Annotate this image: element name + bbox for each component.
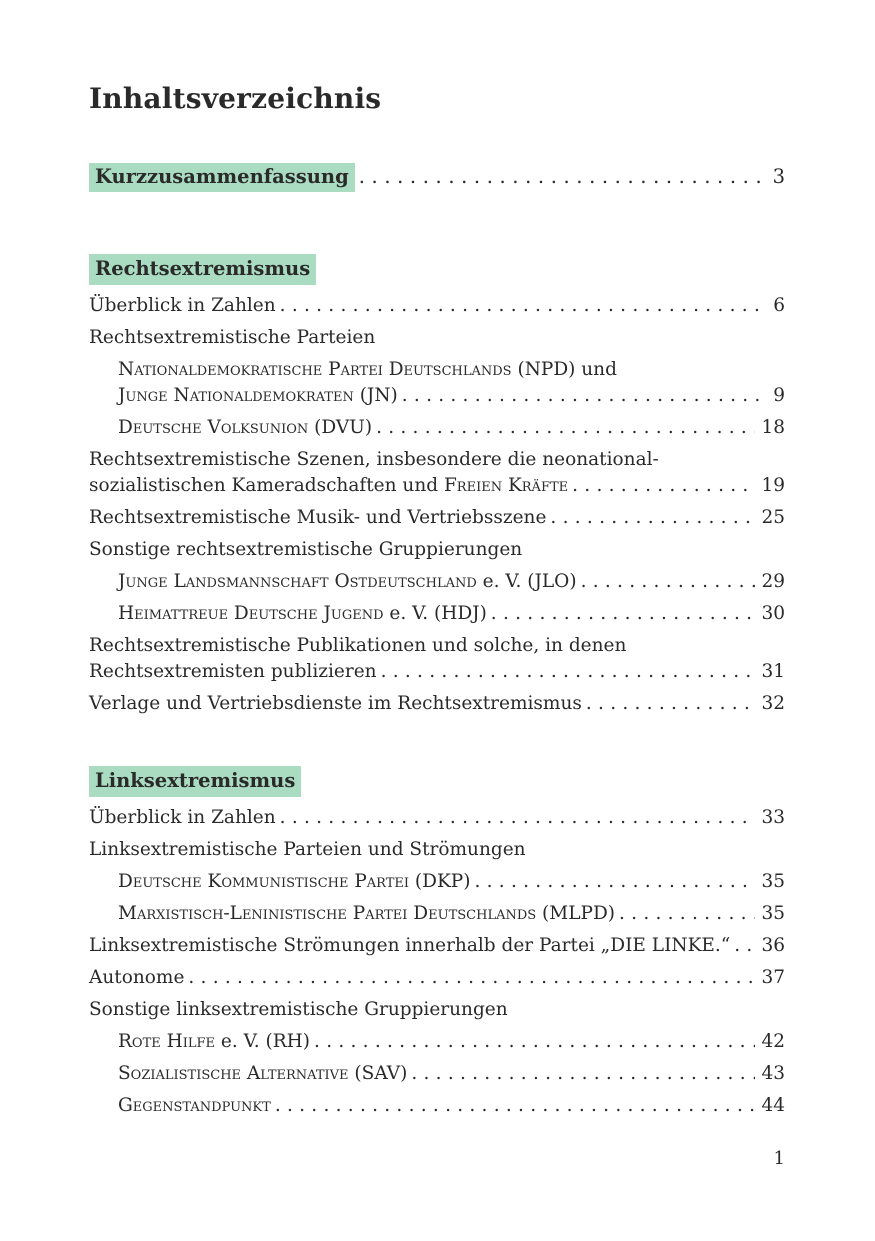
dot-leader (359, 165, 767, 189)
toc-entry-jlo[interactable]: Junge Landsmannschaft Ostdeutschland e. V. (JLO) . . . 29 (89, 570, 785, 602)
dot-leader (188, 966, 755, 990)
toc-entry-publishers[interactable]: Verlage und Vertriebsdienste im Rechtsextremismus . . . 32 (89, 692, 785, 724)
page-ref: 3 (772, 165, 785, 188)
toc-entry-npd[interactable]: Nationaldemokratische Partei Deutschlands (NPD) und Junge Nationaldemokraten (JN) . . . 9 (89, 358, 785, 408)
toc-entry-autonome[interactable]: Autonome . . . 37 (89, 966, 785, 998)
toc-entry-hdj[interactable]: Heimattreue Deutsche Jugend e. V. (HDJ) . . . 30 (89, 602, 785, 634)
toc-entry-sav[interactable]: Sozialistische Alternative (SAV) . . . 43 (89, 1062, 785, 1094)
dot-leader (411, 1062, 755, 1086)
page-title: Inhaltsverzeichnis (89, 82, 382, 115)
toc-entry-right-overview[interactable]: Überblick in Zahlen . . . 6 (89, 294, 785, 326)
dot-leader (402, 384, 767, 408)
dot-leader (474, 870, 755, 894)
summary-label: Kurzzusammenfassung (89, 163, 355, 192)
toc-entry-summary[interactable] (89, 163, 785, 195)
toc-entry-left-parties[interactable]: Linksextremistische Parteien und Strömungen (89, 839, 526, 860)
section-heading-left: Linksextremismus (89, 766, 301, 797)
dot-leader (376, 416, 755, 440)
dot-leader (581, 570, 756, 594)
toc-entry-mlpd[interactable]: Marxistisch-Leninistische Partei Deutschlands (MLPD) . . . 35 (89, 902, 785, 934)
toc-entry-dvu[interactable]: Deutsche Volksunion (DVU) . . . 18 (89, 416, 785, 448)
toc-entry-dkp[interactable]: Deutsche Kommunistische Partei (DKP) . . . 35 (89, 870, 785, 902)
dot-leader (572, 474, 755, 498)
dot-leader (280, 294, 767, 318)
dot-leader (586, 692, 756, 716)
toc-entry-rh[interactable]: Rote Hilfe e. V. (RH) . . . 42 (89, 1030, 785, 1062)
dot-leader (734, 934, 755, 958)
section-left (89, 806, 785, 1126)
dot-leader (275, 1094, 756, 1118)
page-number: 1 (773, 1148, 785, 1169)
dot-leader (280, 806, 756, 830)
dot-leader (550, 506, 755, 530)
toc-entry-scenes[interactable]: Rechtsextremistische Szenen, insbesondere die neonational- sozialistischen Kameradschaften und Freien Kräfte . . . 19 (89, 448, 785, 498)
toc-entry-left-overview[interactable]: Überblick in Zahlen . . . 33 (89, 806, 785, 838)
toc-entry-left-other[interactable]: Sonstige linksextremistische Gruppierungen (89, 999, 508, 1020)
section-heading-right: Rechtsextremismus (89, 254, 316, 285)
toc-entry-right-other[interactable]: Sonstige rechtsextremistische Gruppierungen (89, 539, 523, 560)
dot-leader (491, 602, 756, 626)
toc-entry-publications[interactable]: Rechtsextremistische Publikationen und solche, in denen Rechtsextremisten publizieren . . . 31 (89, 634, 785, 684)
toc-entry-right-parties[interactable]: Rechtsextremistische Parteien (89, 327, 376, 348)
toc-entry-linke[interactable]: Linksextremistische Strömungen innerhalb der Partei „DIE LINKE.“ . . . 36 (89, 934, 785, 966)
section-right (89, 294, 785, 724)
toc-entry-gegenstandpunkt[interactable]: Gegenstandpunkt . . . 44 (89, 1094, 785, 1126)
dot-leader (619, 902, 755, 926)
dot-leader (314, 1030, 755, 1054)
toc-entry-music[interactable]: Rechtsextremistische Musik- und Vertriebsszene . . . 25 (89, 506, 785, 538)
dot-leader (381, 660, 756, 684)
